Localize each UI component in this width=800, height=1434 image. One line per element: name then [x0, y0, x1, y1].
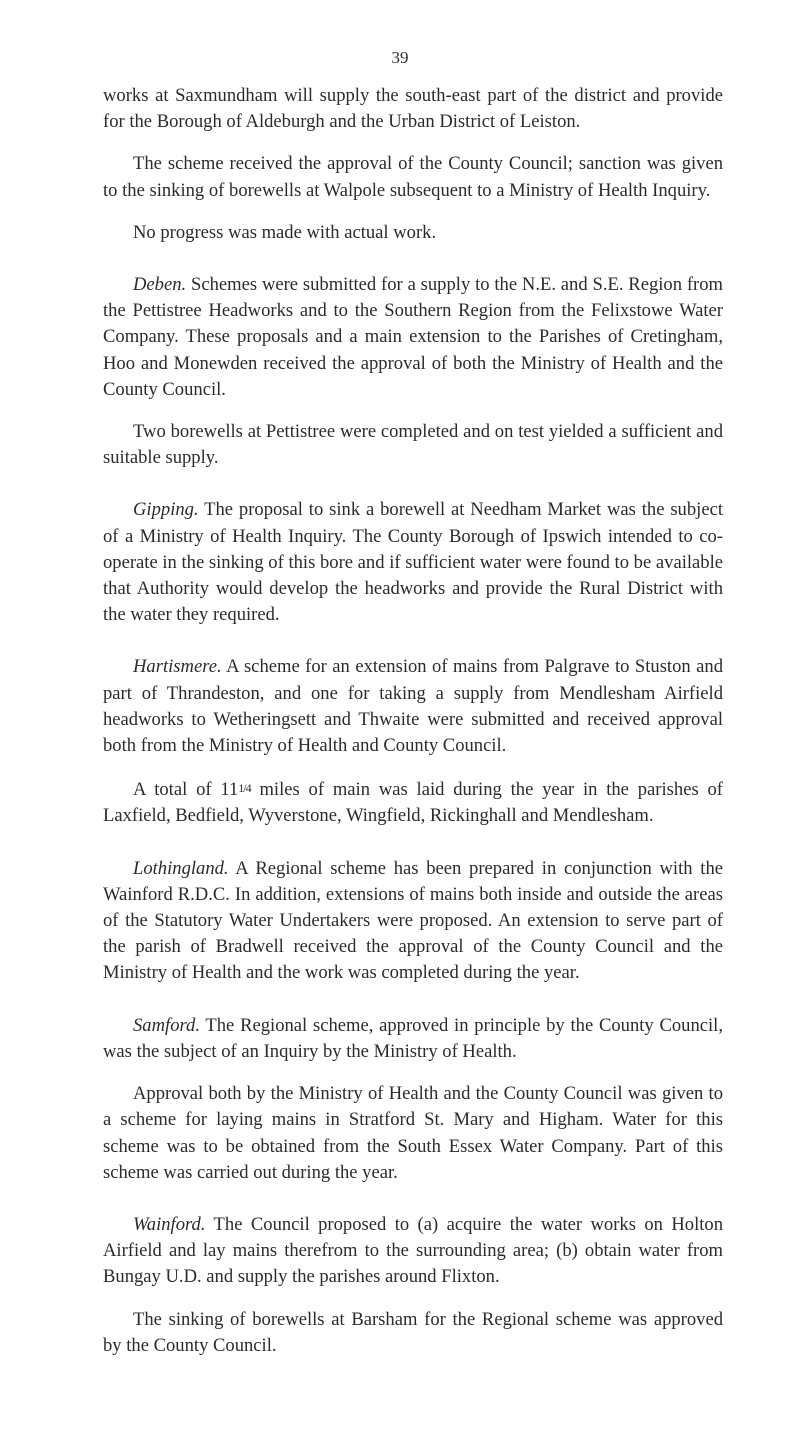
paragraph-no-progress: No progress was made with actual work. [133, 221, 437, 243]
paragraph-lothingland: Lothingland. A Regional scheme has been prepared in conjunction with the Wainford R.D.C. In addition, extensions of mains both inside and outside the areas of the Statutory Water Undertakers were proposed. An extension to serve part of the parish of Bradwell received the approval of the County Council and the Ministry of Health and the work was completed during the year. [103, 857, 723, 984]
document-body [103, 83, 723, 1375]
paragraph-deben: Deben. Schemes were submitted for a supply to the N.E. and S.E. Region from the Pettistree Headworks and to the Southern Region from the Felixstowe Water Company. These proposals and a main extension to the Parishes of Cretingham, Hoo and Monewden received the approval of both the Ministry of Health and the County Council. [103, 274, 723, 400]
paragraph-hartismere: Hartismere. A scheme for an extension of mains from Palgrave to Stuston and part of Thrandeston, and one for taking a supply from Mendlesham Airfield headworks to Wetheringsett and Thwaite were submitted and received approval both from the Ministry of Health and County Council. [103, 656, 723, 757]
heading-lothingland: Lothingland. [133, 857, 229, 879]
paragraph-samford: Samford. The Regional scheme, approved in principle by the County Council, was the subject of an Inquiry by the Ministry of Health. [103, 1014, 723, 1062]
page-number: 39 [391, 48, 409, 67]
heading-hartismere: Hartismere. [133, 656, 222, 678]
heading-samford: Samford. [133, 1014, 200, 1036]
paragraph-pettistree: Two borewells at Pettistree were completed and on test yielded a sufficient and suitable supply. [103, 421, 723, 469]
paragraph-wainford: Wainford. The Council proposed to (a) acquire the water works on Holton Airfield and lay mains therefrom to the surrounding area; (b) obtain water from Bungay U.D. and supply the parishes around Flixton. [103, 1213, 723, 1288]
paragraph-stratford: Approval both by the Ministry of Health and the County Council was given to a scheme for laying mains in Stratford St. Mary and Higham. Water for this scheme was to be obtained from the South Essex Water Company. Part of this scheme was carried out during the year. [103, 1083, 723, 1183]
heading-gipping: Gipping. [133, 499, 199, 521]
fraction: 1/4 [238, 781, 251, 796]
paragraph-mains-total: A total of 111/4 miles of main was laid during the year in the parishes of Laxfield, Bedfield, Wyverstone, Wingfield, Rickinghall and Mendlesham. [103, 779, 723, 827]
heading-deben: Deben. [133, 274, 187, 296]
paragraph-walpole: The scheme received the approval of the County Council; sanction was given to the sinking of borewells at Walpole subsequent to a Ministry of Health Inquiry. [103, 153, 723, 201]
paragraph-gipping: Gipping. The proposal to sink a borewell at Needham Market was the subject of a Ministry of Health Inquiry. The County Borough of Ipswich intended to co-operate in the sinking of this bore and if sufficient water were found to be available that Authority would develop the headworks and provide the Rural District with the water they required. [103, 499, 723, 626]
heading-wainford: Wainford. [133, 1213, 206, 1235]
paragraph-barsham: The sinking of borewells at Barsham for the Regional scheme was approved by the County Council. [103, 1308, 723, 1356]
paragraph-saxmundham: works at Saxmundham will supply the south-east part of the district and provide for the Borough of Aldeburgh and the Urban District of Leiston. [103, 85, 723, 133]
